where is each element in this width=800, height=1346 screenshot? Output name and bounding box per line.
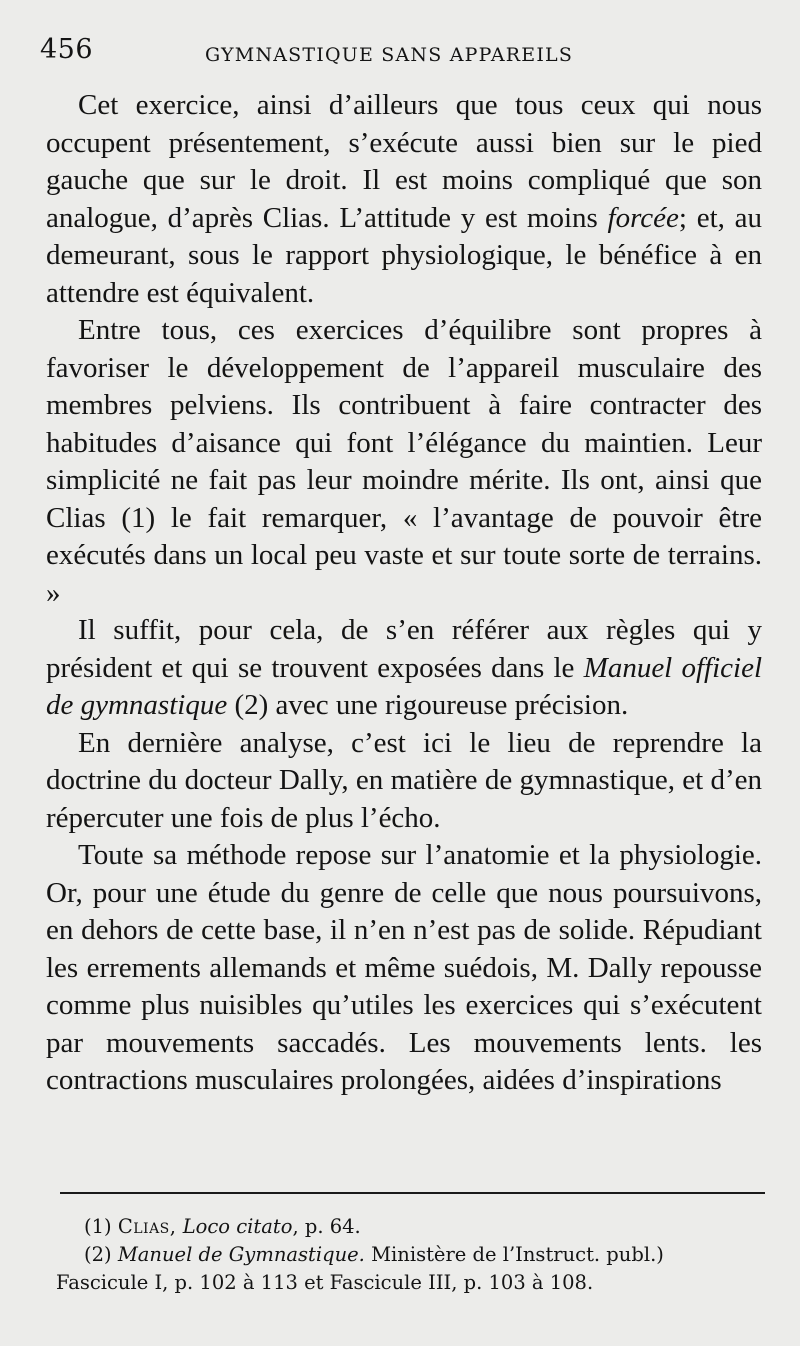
footnote-1-marker: (1)	[84, 1215, 112, 1238]
paragraph-1-italic: forcée	[607, 201, 679, 234]
running-title: GYMNASTIQUE SANS APPAREILS	[205, 44, 574, 66]
paragraph-1-text-b: ; et, au demeurant, sous le rapport physiologique, le bénéfice à en attendre est équivalent.	[46, 201, 762, 309]
footnote-2-rest: Ministère de l’Instruct. publ.)	[364, 1243, 664, 1266]
page-header	[40, 34, 760, 74]
paragraph-1	[46, 87, 762, 312]
paragraph-1-text-a: Cet exercice, ainsi d’ailleurs que tous ceux qui nous occupent présentement, s’exécute aussi bien sur le pied gauche que sur le droit. Il est moins compliqué que son analogue, d’après Clias. L’attitude y est moins	[46, 89, 762, 234]
footnote-2	[56, 1241, 768, 1269]
paragraph-4: En dernière analyse, c’est ici le lieu de reprendre la doctrine du docteur Dally, en matière de gymnastique, et d’en répercuter une fois de plus l’écho.	[46, 726, 762, 834]
footnote-divider	[60, 1192, 765, 1194]
paragraph-3-text-b: (2) avec une rigoureuse précision.	[227, 689, 629, 721]
footnote-2-continuation: Fascicule I, p. 102 à 113 et Fascicule III, p. 103 à 108.	[56, 1271, 594, 1294]
footnote-1	[56, 1213, 768, 1241]
footnote-1-italic: Loco citato	[182, 1215, 293, 1238]
paragraph-3-text-a: Il suffit, pour cela, de s’en référer aux règles qui y président et qui se trouvent exposées dans le	[46, 614, 762, 684]
footnote-1-author: Clias,	[117, 1215, 177, 1238]
paragraph-3-italic: Manuel officiel de gymnastique	[46, 651, 762, 721]
body-text	[46, 87, 762, 1100]
page-number: 456	[40, 34, 94, 65]
footnotes	[56, 1213, 768, 1297]
paragraph-2: Entre tous, ces exercices d’équilibre sont propres à favoriser le développement de l’appareil musculaire des membres pelviens. Ils contribuent à faire contracter des habitudes d’aisance qui font l’élégance du maintien. Leur simplicité ne fait pas leur moindre mérite. Ils ont, ainsi que Clias (1) le fait remarquer, « l’avantage de pouvoir être exécutés dans un local peu vaste et sur toute sorte de terrains. »	[46, 314, 762, 609]
footnote-1-rest: , p. 64.	[292, 1215, 361, 1238]
paragraph-3	[46, 612, 762, 725]
paragraph-5: Toute sa méthode repose sur l’anatomie et la physiologie. Or, pour une étude du genre de celle que nous poursuivons, en dehors de cette base, il n’en n’est pas de solide. Répudiant les errements allemands et même suédois, M. Dally repousse comme plus nuisibles qu’utiles les exercices qui s’exécutent par mouvements saccadés. Les mouvements lents. les contractions musculaires prolongées, aidées d’inspirations	[46, 839, 762, 1096]
footnote-2-italic: Manuel de Gymnastique.	[117, 1243, 365, 1266]
footnote-2-marker: (2)	[84, 1243, 112, 1266]
